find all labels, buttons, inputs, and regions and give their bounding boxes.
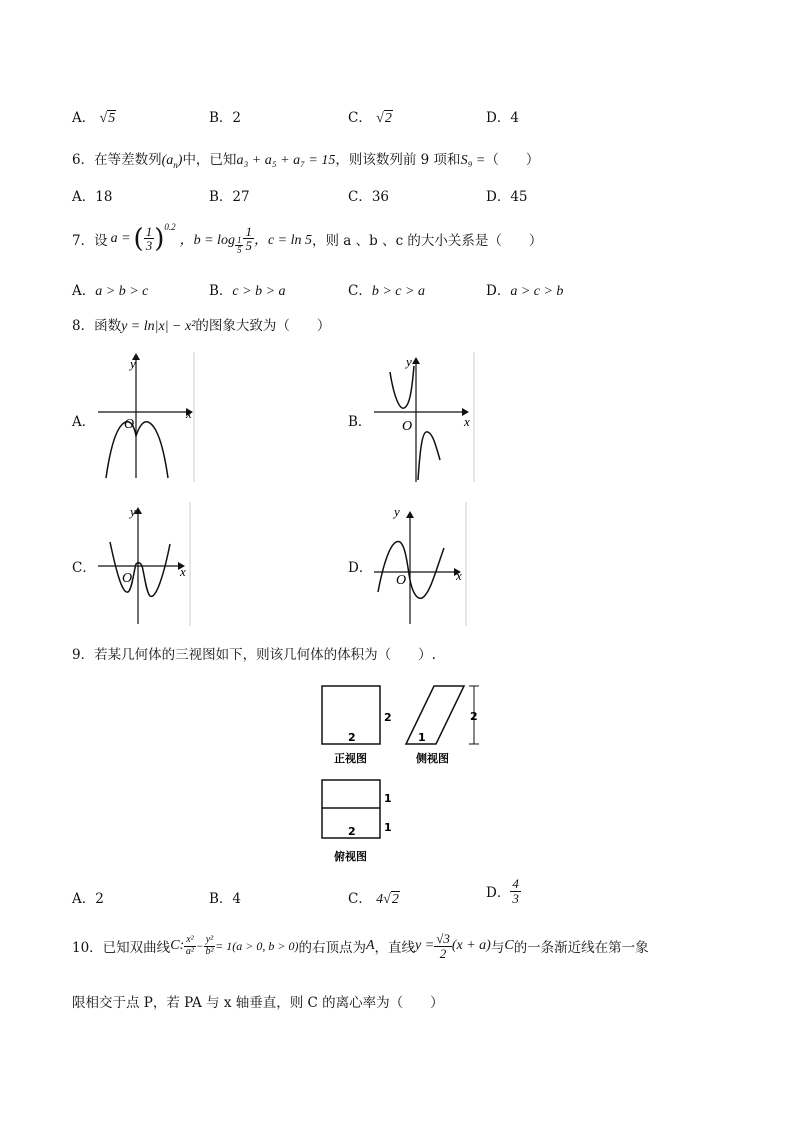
q7-option-d: D．a > c > b xyxy=(486,283,564,299)
q8-stem: 8．函数y = ln|x| − x²的图象大致为（ ） xyxy=(72,318,331,334)
q8-option-b-label: B． xyxy=(348,414,372,430)
graph-b-origin-label: O xyxy=(402,419,413,434)
q6-option-a: A．18 xyxy=(72,189,113,205)
q5-option-a-radicand: 5 xyxy=(108,111,116,126)
front-view-bottom-label: 2 xyxy=(348,731,356,744)
q8-option-c-label: C． xyxy=(72,560,96,576)
q5-option-c-radicand: 2 xyxy=(384,111,392,126)
q8-graph-a xyxy=(94,350,198,484)
q9-three-views xyxy=(314,680,494,870)
q6-option-b: B．27 xyxy=(209,189,250,205)
top-view-caption: 俯视图 xyxy=(334,850,367,863)
top-view-bottom-label: 2 xyxy=(348,825,356,838)
q9-option-d: D． $\frac{4}{3}$ xyxy=(486,876,519,906)
q6-option-d: D．45 xyxy=(486,189,528,205)
q7-option-a: A．a > b > c xyxy=(72,283,149,299)
q7-option-b: B．c > b > a xyxy=(209,283,286,299)
q9-option-b: B．4 xyxy=(209,891,242,907)
front-view-caption: 正视图 xyxy=(334,752,367,765)
q9-option-a: A．2 xyxy=(72,891,104,907)
q10-stem-line2: 限相交于点 P，若 PA 与 x 轴垂直，则 C 的离心率为（ ） xyxy=(72,995,444,1011)
q9-option-c: C． 4√2 xyxy=(348,891,399,907)
q8-graph-b xyxy=(370,350,478,484)
q6-option-c: C．36 xyxy=(348,189,390,205)
graph-a-y-label: y xyxy=(130,356,136,371)
graph-d-y-label: y xyxy=(394,504,400,519)
q5-option-b: B．2 xyxy=(209,110,242,126)
graph-c-y-label: y xyxy=(130,504,136,519)
graph-c-origin-label: O xyxy=(122,571,133,586)
front-view-side-label: 2 xyxy=(384,711,392,724)
q9-stem: 9．若某几何体的三视图如下，则该几何体的体积为（ ）. xyxy=(72,647,436,663)
q10-stem-line1: 10．已知双曲线 C: $\frac{\text{x²}}{\text{a²}}$ − $\frac{\text{y²}}{\text{b²}}$ = 1(a > 0, b > 0) 的右顶点为 A ，直线 y = $\frac{√3}{2}$ (x + a) 与 C 的一条渐近线在第一象 xyxy=(72,931,649,961)
q5-option-a: A． √5 xyxy=(72,110,116,126)
top-view-lower-label: 1 xyxy=(384,821,392,834)
q5-option-c: C． √2 xyxy=(348,110,392,126)
side-view-side-label: 2 xyxy=(470,710,478,723)
graph-a-origin-label: O xyxy=(124,417,135,432)
top-view-upper-label: 1 xyxy=(384,792,392,805)
q5-option-d: D．4 xyxy=(486,110,519,126)
side-view-parallelogram xyxy=(406,686,464,744)
side-view-caption: 侧视图 xyxy=(416,752,449,765)
graph-b-y-label: y xyxy=(406,354,412,369)
q8-graph-c xyxy=(94,500,194,628)
graph-a-x-label: x xyxy=(186,406,192,421)
graph-c-x-label: x xyxy=(180,564,186,579)
graph-d-x-label: x xyxy=(456,568,462,583)
q8-graph-d xyxy=(370,500,470,628)
graph-d-origin-label: O xyxy=(396,573,407,588)
q8-option-a-label: A． xyxy=(72,414,96,430)
q7-option-c: C．b > c > a xyxy=(348,283,425,299)
q7-stem: 7．设 a = ( $\frac{1}{3}$ ) 0.2 ，b = log $\frac{1}{5}$ $\frac{1}{5}$ ，c = ln 5 ，则 a 、b 、c 的大小关系是（ ） xyxy=(72,222,543,256)
side-view-bottom-label: 1 xyxy=(418,731,426,744)
graph-b-x-label: x xyxy=(464,414,470,429)
q6-stem: 6．在等差数列$(a_n)$中，已知a₃ + a₅ + a₇ = 15，则该数列前 9 项和S₉ =（ ） xyxy=(72,152,540,170)
q8-option-d-label: D． xyxy=(348,560,373,576)
